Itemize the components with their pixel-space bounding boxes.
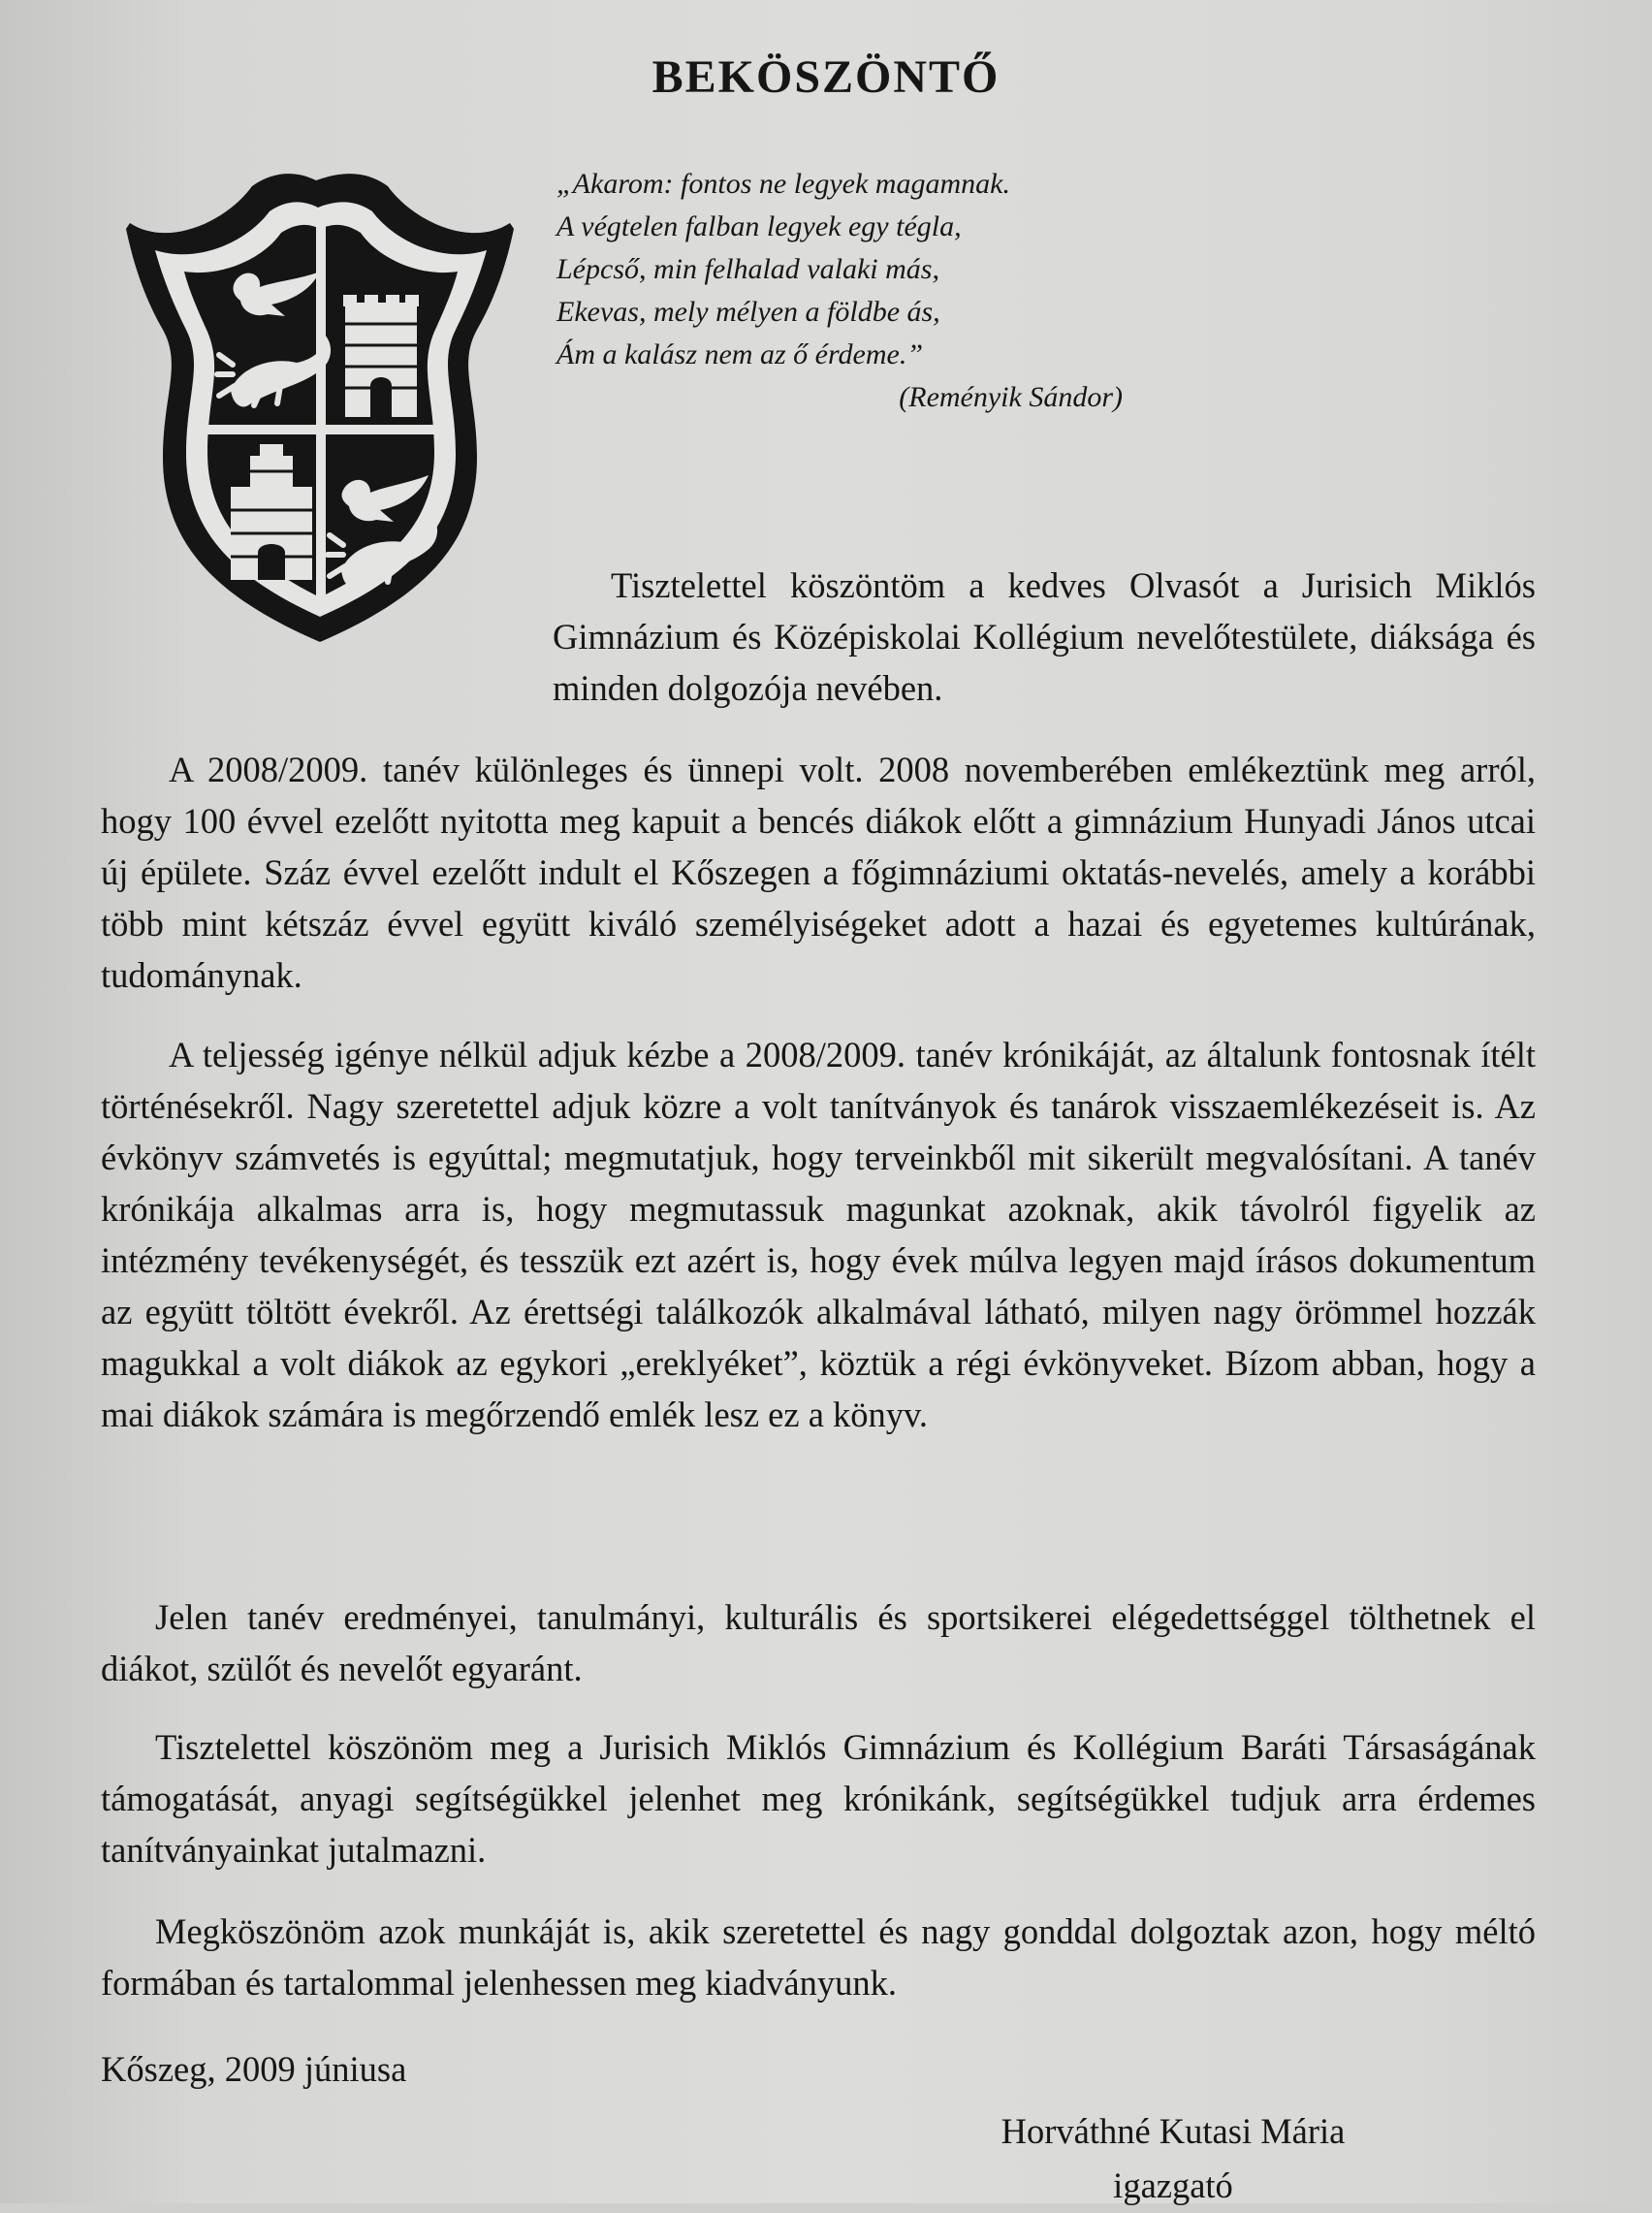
motto-author: (Reményik Sándor)	[899, 381, 1123, 413]
motto-line: „Akarom: fontos ne legyek magamnak.	[556, 168, 1010, 200]
signature-block	[873, 2104, 1474, 2213]
place-date: Kőszeg, 2009 júniusa	[101, 2049, 407, 2089]
signature-name: Horváthné Kutasi Mária	[1001, 2111, 1346, 2151]
coat-of-arms-icon	[126, 167, 514, 652]
body-paragraph-3: Jelen tanév eredményei, tanulmányi, kulturális és sportsikerei elégedettséggel tölthetnek el diákot, szülőt és nevelőt egyaránt.	[101, 1596, 1536, 1688]
body-paragraph-5: Megköszönöm azok munkáját is, akik szeretettel és nagy gonddal dolgoztak azon, hogy méltó formában és tartalommal jelenhessen meg kiadványunk.	[101, 1910, 1536, 2003]
intro-paragraph: Tisztelettel köszöntöm a kedves Olvasót a Jurisich Miklós Gimnázium és Középiskolai Kollégium nevelőtestülete, diáksága és minden dolgozója nevében.	[553, 564, 1536, 708]
body-paragraph-1: A 2008/2009. tanév különleges és ünnepi volt. 2008 novemberében emlékeztünk meg arról, hogy 100 évvel ezelőtt nyitotta meg kapuit a bencés diákok előtt a gimnázium Hunyadi János utcai új épülete. Száz évvel ezelőtt indult el Kőszegen a főgimnáziumi oktatás-nevelés, amely a korábbi több mint kétszáz évvel együtt kiváló személyiségeket adott a hazai és egyetemes kultúrának, tudománynak.	[101, 749, 1536, 995]
motto-line: A végtelen falban legyek egy tégla,	[556, 210, 962, 242]
motto-line: Ekevas, mely mélyen a földbe ás,	[556, 296, 940, 328]
motto-line: Lépcső, min felhalad valaki más,	[556, 253, 939, 285]
motto-quote	[556, 163, 1177, 419]
body-paragraph-4: Tisztelettel köszönöm meg a Jurisich Miklós Gimnázium és Kollégium Baráti Társaságának támogatását, anyagi segítségükkel jelenhet meg krónikánk, segítségükkel tudjuk arra érdemes tanítványainkat jutalmazni.	[101, 1726, 1536, 1870]
motto-line: Ám a kalász nem az ő érdeme.”	[556, 338, 924, 370]
body-paragraph-2: A teljesség igénye nélkül adjuk kézbe a 2008/2009. tanév krónikáját, az általunk fontosnak ítélt történésekről. Nagy szeretettel adjuk közre a volt tanítványok és tanárok visszaemlékezéseit is. Az évkönyv számvetés is egyúttal; megmutatjuk, hogy terveinkből mit sikerült megvalósítani. A tanév krónikája alkalmas arra is, hogy megmutassuk magunkat azoknak, akik távolról figyelik az intézmény tevékenységét, és tesszük ezt azért is, hogy évek múlva legyen majd írásos dokumentum az együtt töltött évekről. Az érettségi találkozók alkalmával látható, milyen nagy örömmel hozzák magukkal a volt diákok az egykori „ereklyéket”, köztük a régi évkönyveket. Bízom abban, hogy a mai diákok számára is megőrzendő emlék lesz ez a könyv.	[101, 1034, 1536, 1434]
signature-title: igazgató	[1113, 2165, 1233, 2205]
page-title: BEKÖSZÖNTŐ	[651, 51, 1001, 103]
